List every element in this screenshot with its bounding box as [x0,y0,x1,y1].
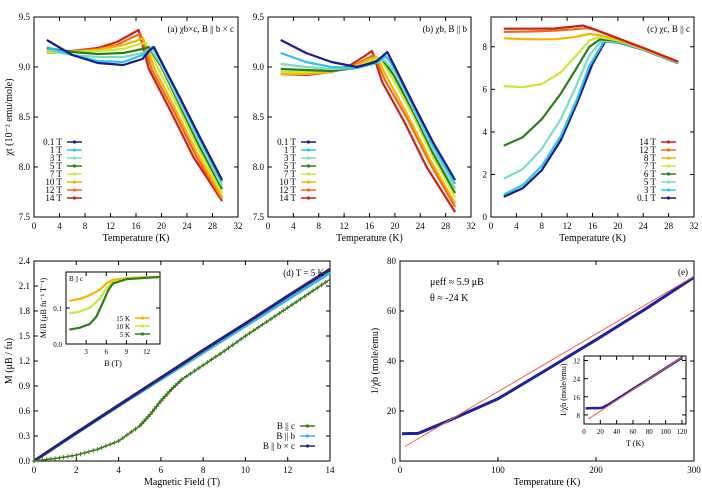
legend-marker [306,434,309,437]
y-tick-label: 8 [576,411,580,420]
legend-marker [73,180,76,183]
x-tick-label: 9 [124,348,129,356]
legend-marker [667,156,670,159]
data-point [74,453,78,457]
x-tick-label: 0 [582,428,586,436]
x-tick-label: 8 [82,221,88,231]
legend-marker [307,156,310,159]
y-tick-label: 80 [387,256,396,266]
legend-marker [141,332,144,335]
legend-marker [73,172,76,175]
y-tick-label: 0.9 [18,381,30,391]
data-point [83,451,87,455]
x-tick-label: 16 [365,221,374,231]
legend-marker [307,180,310,183]
y-tick-label: 8.0 [252,162,264,172]
series-line [504,34,678,62]
x-tick-label: 24 [182,221,192,231]
legend-marker [667,196,670,199]
x-axis-label: T (K) [626,439,644,448]
x-tick-label: 6 [158,465,164,475]
y-axis-label: M/B (μB fu⁻¹ T⁻¹) [39,277,48,339]
x-tick-label: 16 [131,221,141,231]
x-tick-label: 20 [613,221,623,231]
legend-marker [307,188,310,191]
y-tick-label: 7.5 [252,212,264,222]
legend-marker [306,444,309,447]
x-tick-label: 200 [589,465,603,475]
legend-marker [73,148,76,151]
y-axis-label: 1/χb (mole/emu) [370,327,381,395]
x-axis-label: Temperature (K) [559,233,626,244]
x-axis-label: Magnetic Field (T) [143,477,221,488]
legend-label: B || b [276,431,295,441]
y-axis-label: χt (10⁻² emu/mole) [4,78,15,156]
legend-marker [306,424,309,427]
x-tick-label: 120 [676,428,688,436]
legend-marker [667,164,670,167]
x-tick-label: 2 [74,465,79,475]
x-tick-label: 12 [562,221,572,231]
x-axis-label: Temperature (K) [336,233,403,244]
chart-panel-a [4,12,243,244]
legend-marker [667,140,670,143]
legend-marker [307,164,310,167]
legend-label: 7 T [643,161,656,171]
legend-label: 12 T [45,185,62,195]
legend-label: 5 T [49,161,62,171]
inset-header: B || c [69,275,84,283]
x-tick-label: 0 [488,221,494,231]
legend-label: 10 T [279,177,296,187]
series-line [47,43,222,193]
x-tick-label: 0 [31,465,37,475]
series-line [47,47,222,189]
y-tick-label: 8 [482,41,487,52]
x-tick-label: 80 [645,428,653,436]
x-tick-label: 32 [466,221,476,231]
chart-panel-c [483,17,699,244]
legend-marker [307,172,310,175]
y-tick-label: 7.5 [18,212,30,222]
data-point [61,455,65,459]
x-tick-label: 14 [325,465,335,475]
legend-label: 1 T [49,145,62,155]
y-axis-label: 1/χb (mole/emu) [559,363,568,417]
x-tick-label: 100 [491,465,505,475]
legend-label: 5 T [283,161,296,171]
series-line [281,59,455,193]
legend-marker [667,180,670,183]
y-tick-label: 9.0 [252,62,264,72]
y-tick-label: 0 [391,456,396,466]
y-tick-label: 8.0 [18,162,30,172]
legend-marker [667,172,670,175]
data-point [66,454,70,458]
x-tick-label: 20 [157,221,166,231]
x-tick-label: 8 [316,221,321,231]
data-point [70,454,74,458]
legend-label: 3 T [49,153,62,163]
x-tick-label: 100 [660,428,671,436]
legend-label: 6 T [643,169,656,179]
y-tick-label: 16 [573,393,580,402]
data-point [87,449,91,453]
legend-marker [307,196,310,199]
panel-title: (d) T = 5 K [283,268,324,278]
legend-label: B || b × c [262,441,295,451]
x-tick-label: 0 [31,221,37,231]
data-point [108,442,112,446]
legend-label: 5 T [643,177,656,187]
legend-marker [141,324,144,327]
x-tick-label: 24 [415,221,425,231]
y-tick-label: 2.4 [18,256,30,266]
x-tick-label: 300 [687,465,701,475]
data-point [57,456,61,460]
x-tick-label: 28 [208,221,217,231]
x-axis-label: B (T) [104,359,122,368]
chart-panel-d [4,256,335,488]
x-tick-label: 12 [106,221,115,231]
panel-title: (c) χc, B || c [647,24,690,34]
data-point [91,448,95,452]
data-point [53,456,57,460]
data-point [78,452,82,456]
annotation: μeff ≈ 5.9 μB [430,277,484,288]
y-tick-label: 1.2 [18,356,30,366]
y-tick-label: 9.0 [18,62,30,72]
legend-marker [141,316,144,319]
plot-frame [491,17,694,217]
data-point [104,444,108,448]
legend-label: 12 T [279,185,296,195]
y-axis-label: M (μB / fu) [4,337,15,385]
series-line [281,57,455,203]
legend-marker [667,188,670,191]
legend-label: 10 K [116,323,130,331]
x-tick-label: 60 [629,428,637,436]
x-tick-label: 20 [596,428,604,436]
y-tick-label: 60 [387,306,396,316]
legend-marker [73,188,76,191]
x-tick-label: 8 [539,221,544,231]
legend-label: 8 T [643,153,656,163]
y-tick-label: 24 [573,375,580,384]
x-tick-label: 10 [240,465,250,475]
series-line [281,55,455,207]
legend-marker [667,148,670,151]
y-tick-label: 2 [482,169,487,180]
legend-label: 12 T [639,145,656,155]
y-tick-label: 0.3 [18,431,30,441]
chart-panel-b [253,12,476,244]
y-tick-label: 1.5 [18,331,30,341]
y-tick-label: 9.5 [18,12,30,22]
y-tick-label: 0 [482,212,487,222]
x-tick-label: 0 [397,465,403,475]
legend-label: 7 T [283,169,296,179]
x-tick-label: 6 [104,348,109,356]
x-tick-label: 24 [638,221,648,231]
legend-label: 14 T [279,193,296,203]
x-tick-label: 28 [441,221,451,231]
legend-marker [307,148,310,151]
y-tick-label: 8.5 [252,112,264,122]
y-tick-label: 2.1 [18,281,30,291]
series-line [504,39,678,145]
panel-title: (a) χb×c, B || b × c [167,24,234,34]
y-tick-label: 9.5 [252,12,264,22]
x-tick-label: 4 [57,221,62,231]
data-point [40,458,44,462]
x-tick-label: 28 [664,221,674,231]
y-tick-label: 6 [482,84,487,95]
y-tick-label: 8.5 [18,112,30,122]
chart-panel-e [370,256,701,488]
x-tick-label: 40 [613,428,621,436]
legend-label: 0.1 T [43,137,62,147]
y-tick-label: 0.1 [53,305,62,313]
legend-marker [73,164,76,167]
data-point [99,445,103,449]
legend-label: 3 T [643,185,656,195]
legend-label: B || c [276,421,295,431]
legend-marker [73,156,76,159]
series-line [281,58,455,197]
legend-label: 1 T [283,145,296,155]
legend-label: 0.1 T [277,137,296,147]
y-tick-label: 0.0 [53,341,62,349]
x-tick-label: 4 [514,221,519,231]
x-tick-label: 16 [588,221,597,231]
data-point [112,440,116,444]
y-tick-label: 32 [573,357,580,366]
data-point [95,447,99,451]
y-tick-label: 1.8 [18,306,30,316]
x-tick-label: 4 [291,221,296,231]
x-tick-label: 4 [116,465,121,475]
series-line [281,51,455,212]
legend-marker [73,196,76,199]
legend-label: 3 T [283,153,296,163]
x-tick-label: 32 [233,221,243,231]
y-tick-label: 0.6 [18,406,30,416]
x-tick-label: 8 [200,465,206,475]
y-tick-label: 40 [387,356,396,366]
x-tick-label: 32 [689,221,699,231]
x-tick-label: 12 [143,348,151,356]
panel-title: (e) [678,267,688,277]
x-axis-label: Temperature (K) [102,233,170,244]
legend-label: 15 K [116,315,130,323]
x-tick-label: 12 [339,221,349,231]
x-tick-label: 20 [390,221,400,231]
legend-label: 14 T [45,193,62,203]
legend-marker [307,140,310,143]
legend-marker [73,140,76,143]
y-tick-label: 20 [387,406,396,416]
legend-label: 0.1 T [637,193,656,203]
legend-label: 10 T [45,177,62,187]
legend-label: 14 T [639,137,656,147]
y-tick-label: 0.0 [18,456,30,466]
legend-label: 5 K [119,331,130,339]
panel-title: (b) χb, B || b [422,24,467,34]
annotation: θ ≈ -24 K [430,293,469,304]
x-tick-label: 12 [283,465,293,475]
x-tick-label: 3 [84,348,88,356]
x-axis-label: Temperature (K) [513,477,581,488]
y-tick-label: 4 [482,126,487,137]
x-tick-label: 0 [265,221,271,231]
legend-label: 7 T [49,169,62,179]
plot-frame [34,17,238,217]
